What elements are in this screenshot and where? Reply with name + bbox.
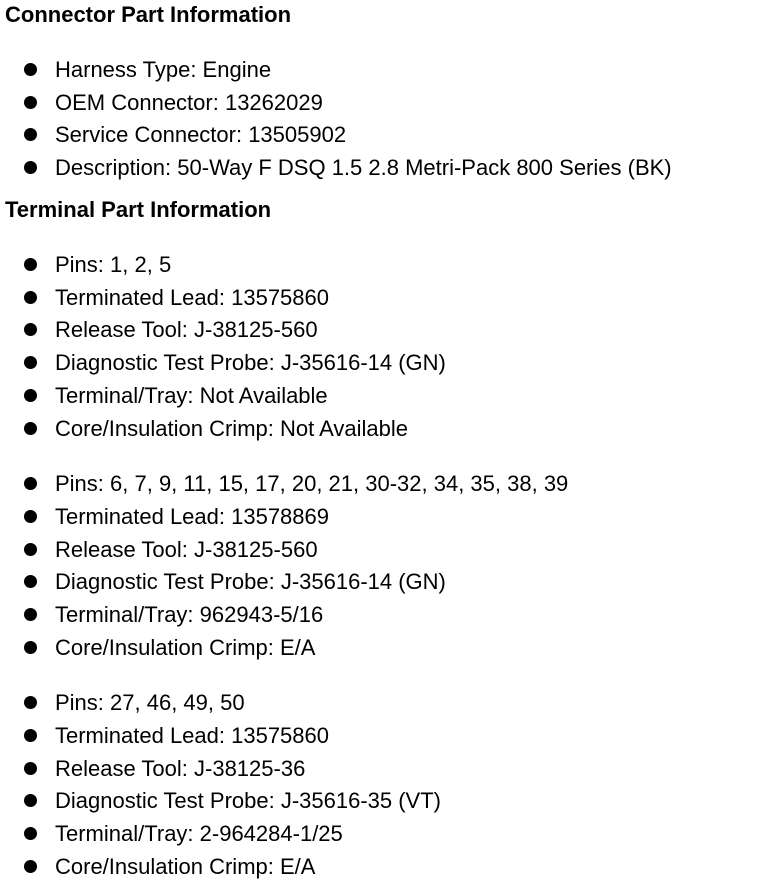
list-item-text: Terminated Lead: 13575860 xyxy=(55,723,329,748)
list-item-text: Pins: 27, 46, 49, 50 xyxy=(55,690,245,715)
list-item-text: Terminal/Tray: 962943-5/16 xyxy=(55,602,324,627)
list-item-text: Terminal/Tray: 2-964284-1/25 xyxy=(55,821,343,846)
bullet-icon xyxy=(24,128,37,141)
list-item-text: OEM Connector: 13262029 xyxy=(55,90,323,115)
bullet-icon xyxy=(24,794,37,807)
bullet-icon xyxy=(24,641,37,654)
list-item-text: Terminal/Tray: Not Available xyxy=(55,383,328,408)
list-item-text: Release Tool: J-38125-560 xyxy=(55,317,318,342)
list-item-text: Description: 50-Way F DSQ 1.5 2.8 Metri-Pack 800 Series (BK) xyxy=(55,155,672,180)
bullet-icon xyxy=(24,389,37,402)
bullet-icon xyxy=(24,762,37,775)
list-item-text: Core/Insulation Crimp: E/A xyxy=(55,635,316,660)
bullet-icon xyxy=(24,510,37,523)
list-item-text: Release Tool: J-38125-560 xyxy=(55,537,318,562)
bullet-icon xyxy=(24,356,37,369)
bullet-icon xyxy=(24,96,37,109)
bullet-icon xyxy=(24,608,37,621)
bullet-icon xyxy=(24,860,37,873)
bullet-icon xyxy=(24,729,37,742)
list-item-text: Core/Insulation Crimp: E/A xyxy=(55,854,316,879)
list-item-text: Diagnostic Test Probe: J-35616-35 (VT) xyxy=(55,788,441,813)
bullet-icon xyxy=(24,422,37,435)
list-item-text: Terminated Lead: 13578869 xyxy=(55,504,329,529)
bullet-icon xyxy=(24,161,37,174)
bullet-icon xyxy=(24,827,37,840)
list-item-text: Diagnostic Test Probe: J-35616-14 (GN) xyxy=(55,569,446,594)
bullet-icon xyxy=(24,323,37,336)
list-item-text: Pins: 1, 2, 5 xyxy=(55,252,172,277)
list-item-text: Terminated Lead: 13575860 xyxy=(55,285,329,310)
terminal-part-heading: Terminal Part Information xyxy=(5,197,272,222)
list-item-text: Service Connector: 13505902 xyxy=(55,122,347,147)
bullet-icon xyxy=(24,543,37,556)
list-item-text: Pins: 6, 7, 9, 11, 15, 17, 20, 21, 30-32, 34, 35, 38, 39 xyxy=(55,471,569,496)
list-item-text: Harness Type: Engine xyxy=(55,57,272,82)
bullet-icon xyxy=(24,63,37,76)
list-item-text: Release Tool: J-38125-36 xyxy=(55,756,306,781)
bullet-icon xyxy=(24,575,37,588)
list-item-text: Diagnostic Test Probe: J-35616-14 (GN) xyxy=(55,350,446,375)
bullet-icon xyxy=(24,696,37,709)
connector-part-heading: Connector Part Information xyxy=(5,2,292,27)
list-item-text: Core/Insulation Crimp: Not Available xyxy=(55,416,408,441)
bullet-icon xyxy=(24,477,37,490)
bullet-icon xyxy=(24,258,37,271)
bullet-icon xyxy=(24,291,37,304)
